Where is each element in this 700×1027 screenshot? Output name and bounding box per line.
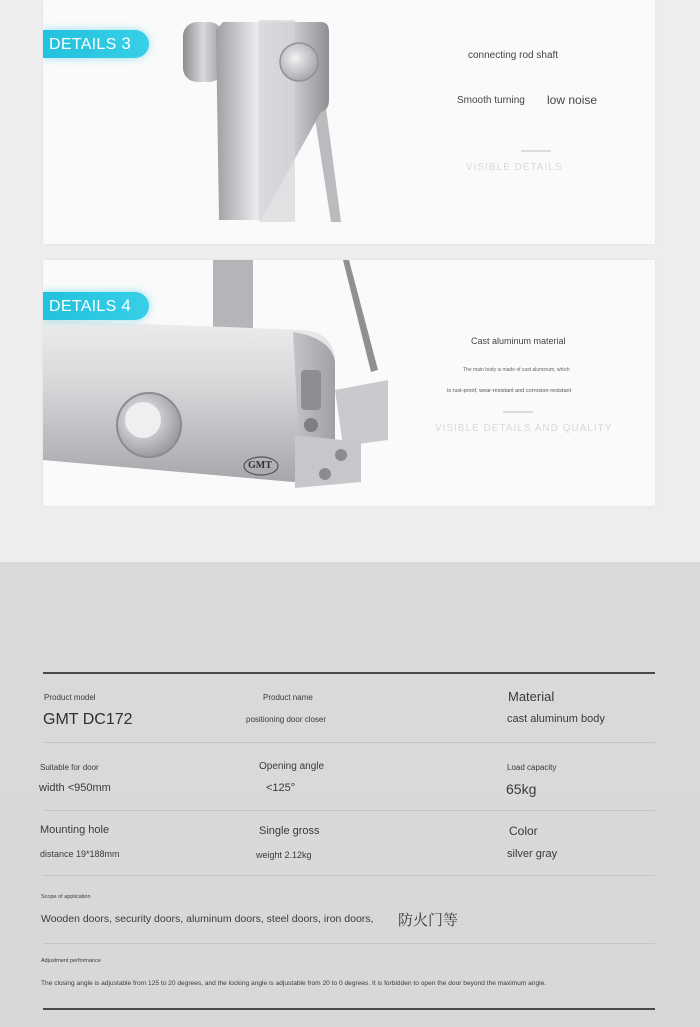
- spec-row-divider-3: [43, 875, 655, 876]
- gmt-logo: GMT: [248, 460, 272, 471]
- details-4-card: [43, 260, 655, 506]
- product-model-value: GMT DC172: [43, 711, 133, 728]
- load-capacity-label: Load capacity: [507, 763, 557, 772]
- opening-angle-label: Opening angle: [259, 761, 325, 772]
- details-3-feature-right: low noise: [547, 93, 598, 107]
- details-3-card: [43, 0, 655, 244]
- single-gross-value: weight 2.12kg: [256, 850, 312, 860]
- material-label: Material: [508, 689, 555, 704]
- spec-bottom-rule: [43, 1008, 655, 1010]
- mounting-hole-value: distance 19*188mm: [40, 849, 120, 859]
- spec-top-rule: [43, 672, 655, 674]
- opening-angle-value: <125°: [266, 782, 296, 794]
- details-4-divider: [503, 411, 533, 413]
- details-3-badge: DETAILS 3: [43, 30, 149, 58]
- mounting-hole-label: Mounting hole: [40, 824, 110, 836]
- details-4-description-line-2: is rust-proof, wear-resistant and corrosion-resistant: [447, 388, 572, 394]
- color-label: Color: [509, 824, 538, 838]
- details-3-divider: [521, 150, 551, 152]
- product-name-label: Product name: [263, 693, 313, 702]
- spec-row-divider-4: [43, 943, 655, 944]
- load-capacity-value: 65kg: [506, 781, 537, 797]
- details-4-description-line-1: The main body is made of cast aluminum, which: [463, 367, 570, 373]
- connecting-rod-illustration: [171, 0, 371, 230]
- details-4-badge: DETAILS 4: [43, 292, 149, 320]
- details-4-faint-caption: VISIBLE DETAILS AND QUALITY: [435, 423, 613, 434]
- scope-label: Scope of application: [41, 894, 91, 900]
- single-gross-label: Single gross: [259, 825, 320, 837]
- details-3-faint-caption: VISIBLE DETAILS: [466, 162, 563, 173]
- adjustment-label: Adjustment performance: [41, 958, 101, 964]
- material-value: cast aluminum body: [507, 713, 605, 725]
- details-3-title: connecting rod shaft: [468, 50, 559, 61]
- scope-value-chinese: 防火门等: [398, 911, 459, 929]
- details-4-title: Cast aluminum material: [471, 336, 566, 346]
- color-value: silver gray: [507, 848, 558, 860]
- suitable-door-label: Suitable for door: [40, 763, 99, 772]
- spec-row-divider-1: [43, 742, 655, 743]
- spec-row-divider-2: [43, 810, 655, 811]
- details-3-feature-left: Smooth turning: [457, 95, 525, 106]
- product-model-label: Product model: [44, 693, 96, 702]
- scope-value: Wooden doors, security doors, aluminum doors, steel doors, iron doors,: [41, 913, 374, 925]
- specification-table: [0, 562, 700, 1027]
- adjustment-value: The closing angle is adjustable from 125 to 20 degrees, and the locking angle is adjustable from 20 to 0 degrees. It is forbidden to open the door beyond the maximum angle.: [41, 980, 547, 987]
- suitable-door-value: width <950mm: [39, 782, 111, 794]
- product-name-value: positioning door closer: [246, 715, 327, 724]
